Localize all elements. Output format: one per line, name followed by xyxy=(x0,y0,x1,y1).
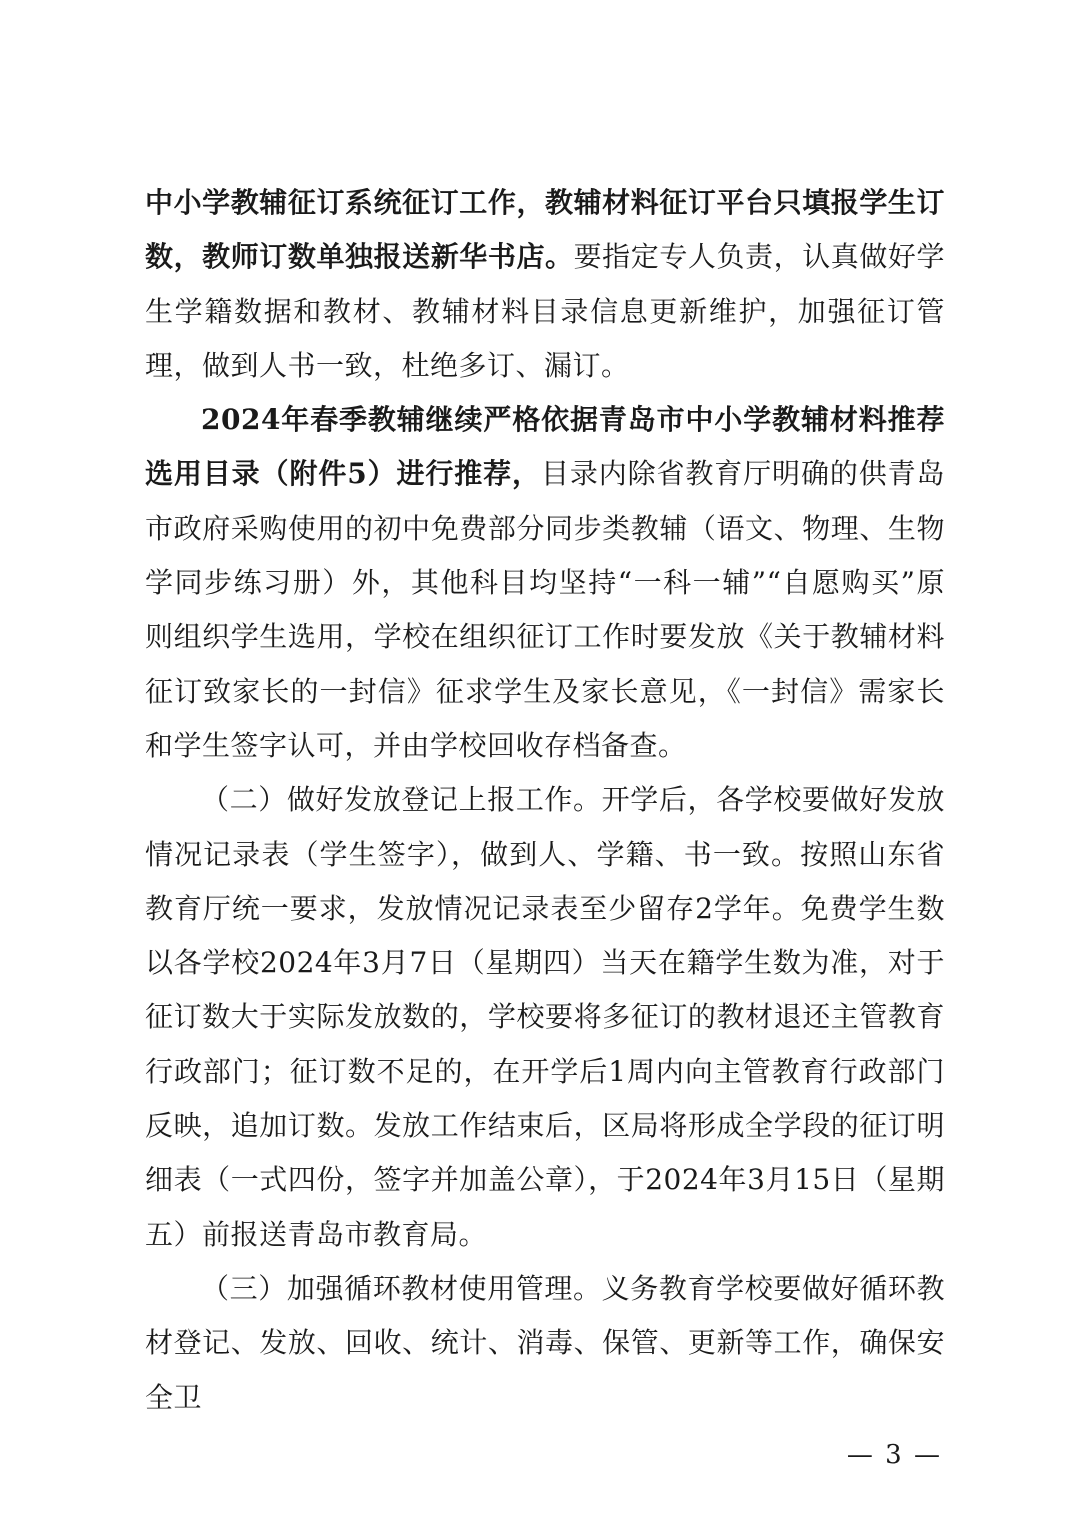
paragraph-3 xyxy=(145,773,945,1262)
paragraph-4 xyxy=(145,1262,945,1425)
paragraph-3-text: （二）做好发放登记上报工作。开学后，各学校要做好发放情况记录表（学生签字），做到人、学籍、书一致。按照山东省教育厅统一要求，发放情况记录表至少留存2学年。免费学生数以各学校2024年3月7日（星期四）当天在籍学生数为准，对于征订数大于实际发放数的，学校要将多征订的教材退还主管教育行政部门；征订数不足的，在开学后1周内向主管教育行政部门反映，追加订数。发放工作结束后，区局将形成全学段的征订明细表（一式四份，签字并加盖公章），于2024年3月15日（星期五）前报送青岛市教育局。 xyxy=(145,783,945,1251)
paragraph-2-text: 目录内除省教育厅明确的供青岛市政府采购使用的初中免费部分同步类教辅（语文、物理、生物学同步练习册）外，其他科目均坚持“一科一辅”“自愿购买”原则组织学生选用，学校在组织征订工作时要发放《关于教辅材料征订致家长的一封信》征求学生及家长意见，《一封信》需家长和学生签字认可，并由学校回收存档备查。 xyxy=(145,457,945,762)
body-text xyxy=(145,176,945,1425)
page-number: — 3 — xyxy=(846,1440,942,1470)
paragraph-2 xyxy=(145,393,945,773)
paragraph-1 xyxy=(145,176,945,393)
paragraph-2-bold: 2024年春季教辅继续严格依据青岛市中小学教辅材料推荐选用目录（附件5）进行推荐， xyxy=(145,403,945,491)
paragraph-1-text: 要指定专人负责，认真做好学生学籍数据和教材、教辅材料目录信息更新维护，加强征订管理，做到人书一致，杜绝多订、漏订。 xyxy=(145,240,945,382)
paragraph-4-text: （三）加强循环教材使用管理。义务教育学校要做好循环教材登记、发放、回收、统计、消毒、保管、更新等工作，确保安全卫 xyxy=(145,1271,945,1414)
paragraph-1-bold: 中小学教辅征订系统征订工作，教辅材料征订平台只填报学生订数，教师订数单独报送新华书店。 xyxy=(145,186,945,274)
